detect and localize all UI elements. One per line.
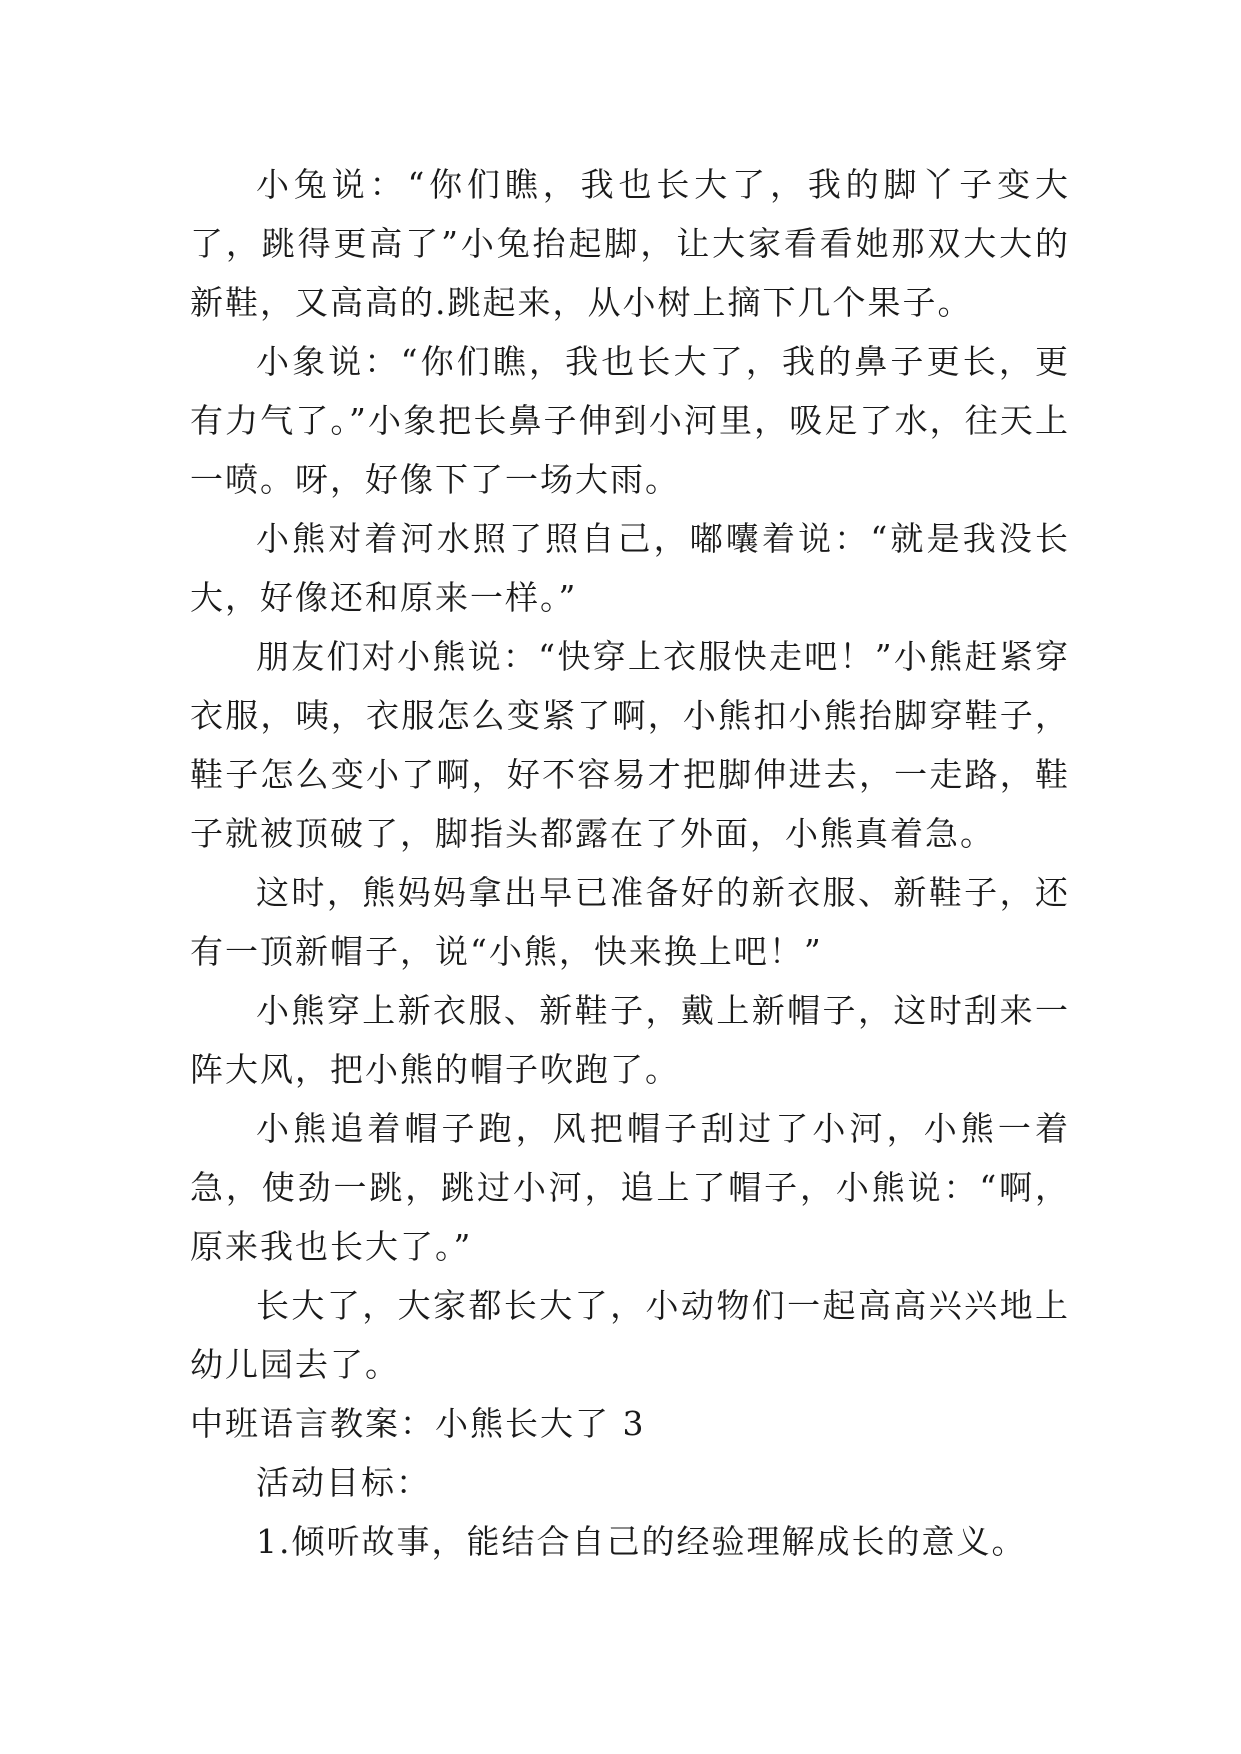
story-paragraph: 长大了，大家都长大了，小动物们一起高高兴兴地上幼儿园去了。 [190,1286,1070,1384]
section-title: 中班语言教案：小熊长大了 3 [190,1404,646,1443]
story-paragraph: 朋友们对小熊说：“快穿上衣服快走吧！”小熊赶紧穿衣服，咦，衣服怎么变紧了啊，小熊扣小熊抬脚穿鞋子，鞋子怎么变小了啊，好不容易才把脚伸进去，一走路，鞋子就被顶破了，脚指头都露在了外面，小熊真着急。 [190,637,1070,853]
story-paragraph: 小兔说：“你们瞧，我也长大了，我的脚丫子变大了，跳得更高了”小兔抬起脚，让大家看看她那双大大的新鞋，又高高的.跳起来，从小树上摘下几个果子。 [190,165,1070,322]
story-paragraph: 小熊对着河水照了照自己，嘟囔着说：“就是我没长大，好像还和原来一样。” [190,519,1070,617]
story-paragraph: 小熊追着帽子跑，风把帽子刮过了小河，小熊一着急，使劲一跳，跳过小河，追上了帽子，小熊说：“啊，原来我也长大了。” [190,1109,1070,1266]
story-paragraph: 小象说：“你们瞧，我也长大了，我的鼻子更长，更有力气了。”小象把长鼻子伸到小河里，吸足了水，往天上一喷。呀，好像下了一场大雨。 [190,342,1070,499]
activity-heading: 活动目标： [256,1463,431,1502]
story-paragraph: 小熊穿上新衣服、新鞋子，戴上新帽子，这时刮来一阵大风，把小熊的帽子吹跑了。 [190,991,1070,1089]
story-paragraph: 这时，熊妈妈拿出早已准备好的新衣服、新鞋子，还有一顶新帽子，说“小熊，快来换上吧！” [190,873,1070,971]
document-body [190,155,1070,1571]
goal-item: 1.倾听故事，能结合自己的经验理解成长的意义。 [256,1522,1027,1561]
